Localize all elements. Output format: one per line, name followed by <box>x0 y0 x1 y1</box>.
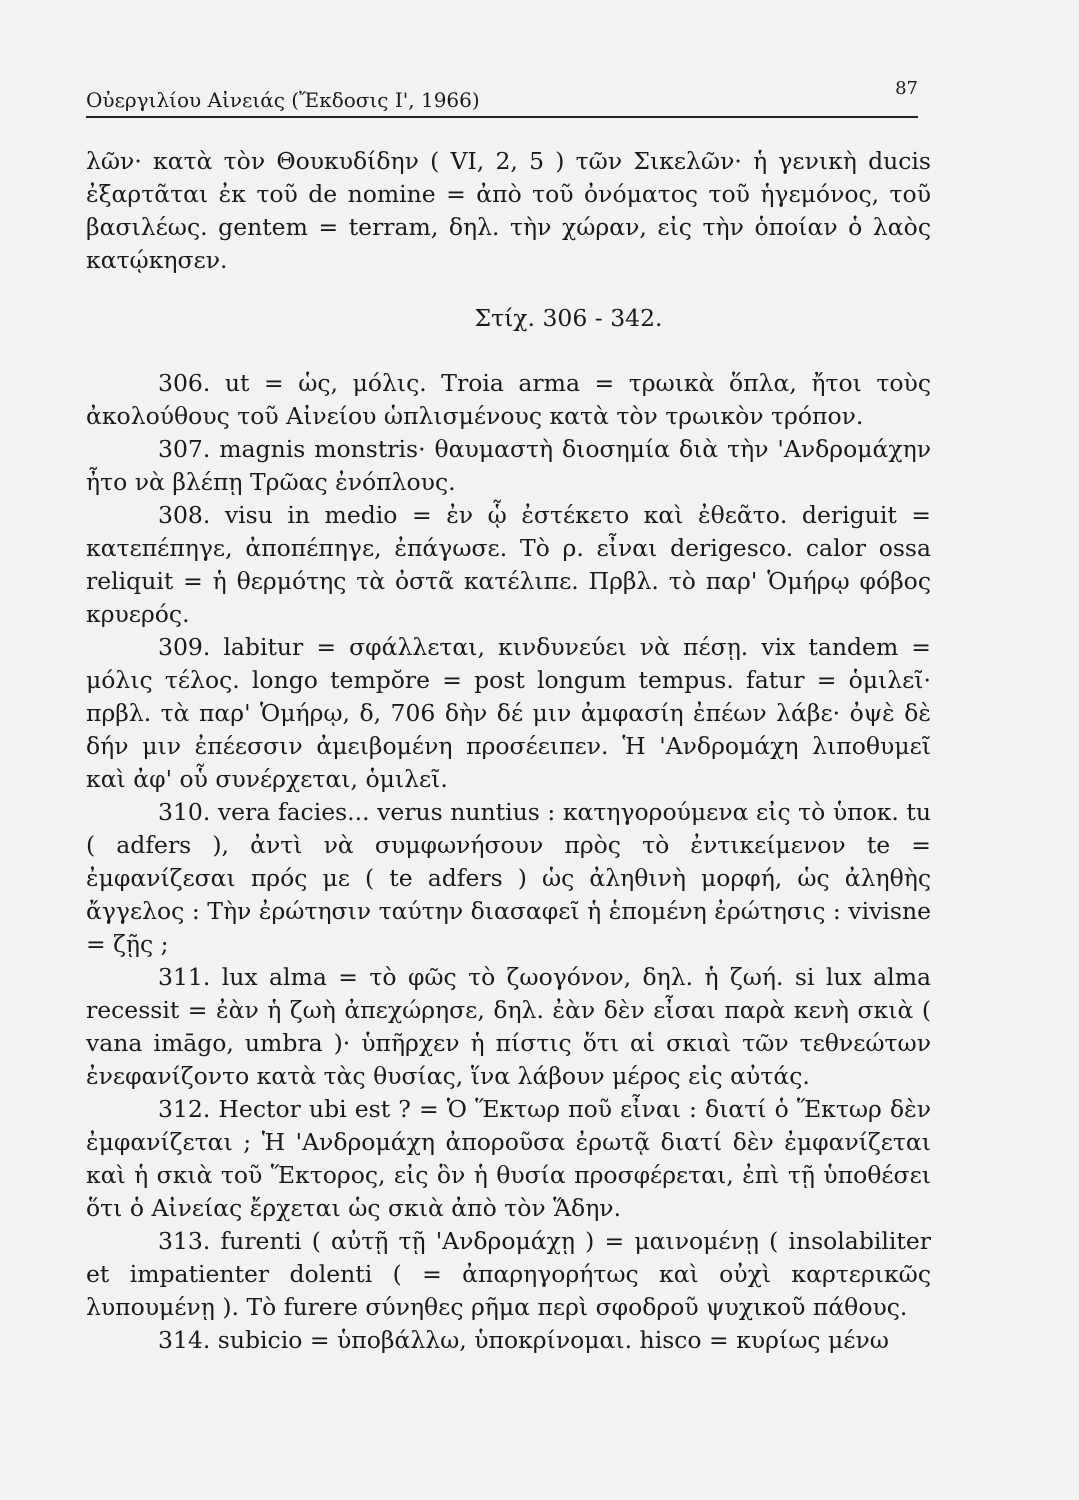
paragraph-continued: λῶν· κατὰ τὸν Θουκυδίδην ( VI, 2, 5 ) τῶν Σικελῶν· ἡ γενικὴ ducis ἐξαρτᾶται ἐκ τοῦ de nomine = ἀπὸ τοῦ ὀνόματος τοῦ ἡγεμόνος, τοῦ βασιλέως. gentem = terram, δηλ. τὴν χώραν, εἰς τὴν ὁποίαν ὁ λαὸς κατῴκησεν. <box>86 147 931 274</box>
note-306: 306. ut = ὡς, μόλις. Troia arma = τρωικὰ ὅπλα, ἤτοι τοὺς ἀκολούθους τοῦ Αἰνείου ὡπλισμένους κατὰ τὸν τρωικὸν τρόπον. <box>86 369 931 430</box>
running-header <box>86 74 918 118</box>
section-heading: Στίχ. 306 - 342. <box>474 304 663 332</box>
note-312: 312. Hector ubi est ? = Ὁ Ἕκτωρ ποῦ εἶναι : διατί ὁ Ἕκτωρ δὲν ἐμφανίζεται ; Ἡ 'Ανδρομάχη ἀποροῦσα ἐρωτᾷ διατί δὲν ἐμφανίζεται καὶ ἡ σκιὰ τοῦ Ἕκτορος, εἰς ὃν ἡ θυσία προσφέρεται, ἐπὶ τῇ ὑποθέσει ὅτι ὁ Αἰνείας ἔρχεται ὡς σκιὰ ἀπὸ τὸν Ἅδην. <box>86 1095 931 1222</box>
page-number: 87 <box>895 78 918 99</box>
note-314: 314. subicio = ὑποβάλλω, ὑποκρίνομαι. hisco = κυρίως μένω <box>158 1326 889 1354</box>
note-311: 311. lux alma = τὸ φῶς τὸ ζωογόνον, δηλ. ἡ ζωή. si lux alma recessit = ἐὰν ἡ ζωὴ ἀπεχώρησε, δηλ. ἐὰν δὲν εἶσαι παρὰ κενὴ σκιὰ ( vana imāgo, umbra )· ὑπῆρχεν ἡ πίστις ὅτι αἱ σκιαὶ τῶν τεθνεώτων ἐνεφανίζοντο κατὰ τὰς θυσίας, ἵνα λάβουν μέρος εἰς αὐτάς. <box>86 963 931 1090</box>
note-308: 308. visu in medio = ἐν ᾧ ἐστέκετο καὶ ἐθεᾶτο. deriguit = κατεπέπηγε, ἀποπέπηγε, ἐπάγωσε. Τὸ ρ. εἶναι derigesco. calor ossa reliquit = ἡ θερμότης τὰ ὀστᾶ κατέλιπε. Πρβλ. τὸ παρ' Ὁμήρῳ φόβος κρυερός. <box>86 501 931 628</box>
note-307: 307. magnis monstris· θαυμαστὴ διοσημία διὰ τὴν 'Ανδρομάχην ἦτο νὰ βλέπῃ Τρῶας ἐνόπλους. <box>86 435 931 496</box>
note-310: 310. vera facies... verus nuntius : κατηγορούμενα εἰς τὸ ὑποκ. tu ( adfers ), ἀντὶ νὰ συμφωνήσουν πρὸς τὸ ἐντικείμενον te = ἐμφανίζεσαι πρός με ( te adfers ) ὡς ἀληθινὴ μορφή, ὡς ἀληθὴς ἄγγελος : Τὴν ἐρώτησιν ταύτην διασαφεῖ ἡ ἑπομένη ἐρώτησις : vivisne = ζῇς ; <box>86 798 931 958</box>
running-title: Οὐεργιλίου Αἰνειάς (Ἔκδοσις Ι', 1966) <box>86 88 480 112</box>
note-313: 313. furenti ( αὐτῇ τῇ 'Ανδρομάχῃ ) = μαινομένῃ ( insolabiliter et impatienter dolenti ( = ἀπαρηγορήτως καὶ οὐχὶ καρτερικῶς λυπουμένῃ ). Τὸ furere σύνηθες ρῆμα περὶ σφοδροῦ ψυχικοῦ πάθους. <box>86 1227 931 1321</box>
commentary-text <box>86 145 931 1357</box>
note-309: 309. labitur = σφάλλεται, κινδυνεύει νὰ πέσῃ. vix tandem = μόλις τέλος. longo tempŏre = post longum tempus. fatur = ὁμιλεῖ· πρβλ. τὰ παρ' Ὁμήρῳ, δ, 706 δὴν δέ μιν ἀμφασίη ἐπέων λάβε· ὀψὲ δὲ δήν μιν ἐπέεσσιν ἀμειβομένη προσέειπεν. Ἡ 'Ανδρομάχη λιποθυμεῖ καὶ ἀφ' οὗ συνέρχεται, ὁμιλεῖ. <box>86 633 931 793</box>
